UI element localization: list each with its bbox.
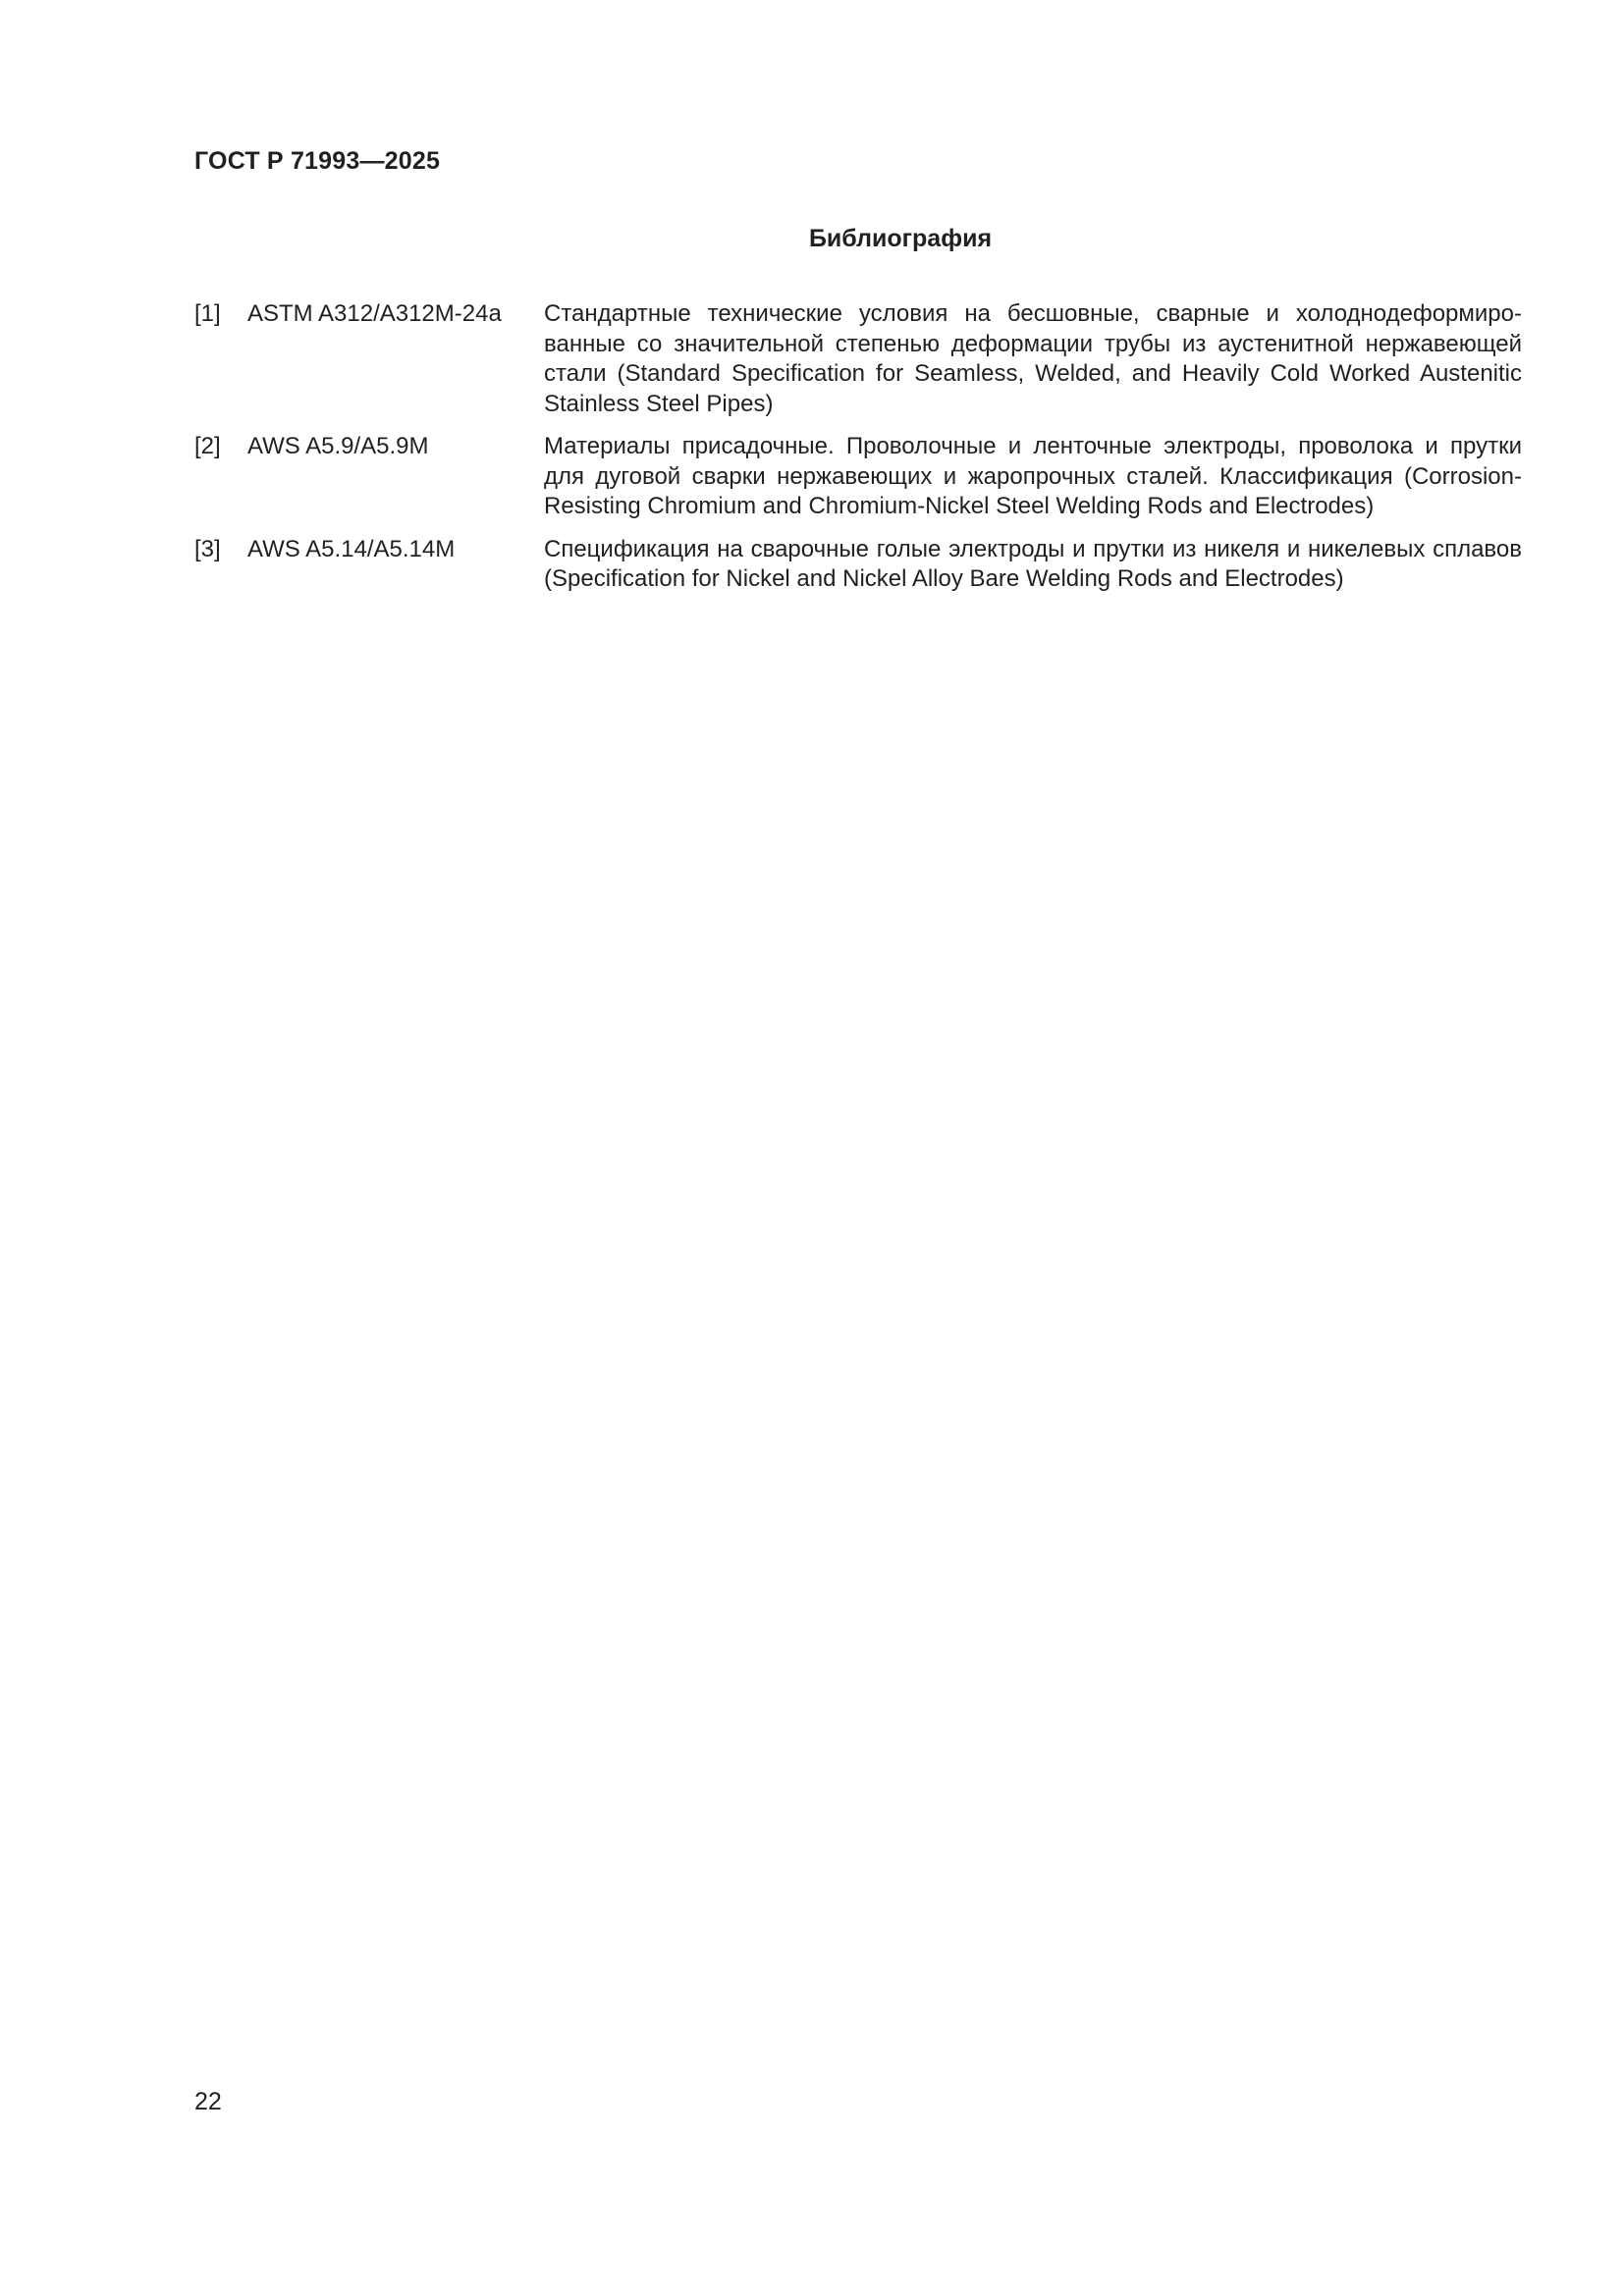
- entry-number: [3]: [194, 535, 221, 562]
- entry-description: Материалы присадочные. Проволочные и ленточные электроды, проволока и прутки для дуговой сварки нержавеющих и жаропрочных сталей. Классификация (Corrosion-Resisting Chromium and Chromium-Nickel Steel Welding Rods and Electrodes): [544, 433, 1522, 519]
- entry-standard-code: ASTM A312/A312M-24a: [247, 300, 502, 327]
- entry-description: Спецификация на сварочные голые электроды и прутки из никеля и никелевых сплавов (Specification for Nickel and Nickel Alloy Bare Welding Rods and Electrodes): [544, 535, 1522, 592]
- document-code: ГОСТ Р 71993—2025: [194, 147, 441, 175]
- page-number: 22: [194, 2088, 222, 2115]
- entry-number: [1]: [194, 300, 221, 327]
- bibliography-heading: Библиография: [808, 225, 993, 252]
- bibliography-list: [194, 299, 1522, 608]
- entry-number: [2]: [194, 433, 221, 459]
- bibliography-entry: [194, 535, 1522, 595]
- entry-standard-code: AWS A5.9/A5.9M: [247, 433, 429, 459]
- entry-description: Стандартные технические условия на бесшовные, сварные и холоднодеформированные со значительной степенью деформации трубы из аустенитной нержавеющей стали (Standard Specification for Seamless, Welded, and Heavily Cold Worked Austenitic Stainless Steel Pipes): [544, 300, 1522, 417]
- entry-standard-code: AWS A5.14/A5.14M: [247, 535, 456, 562]
- bibliography-entry: [194, 432, 1522, 522]
- bibliography-entry: [194, 299, 1522, 419]
